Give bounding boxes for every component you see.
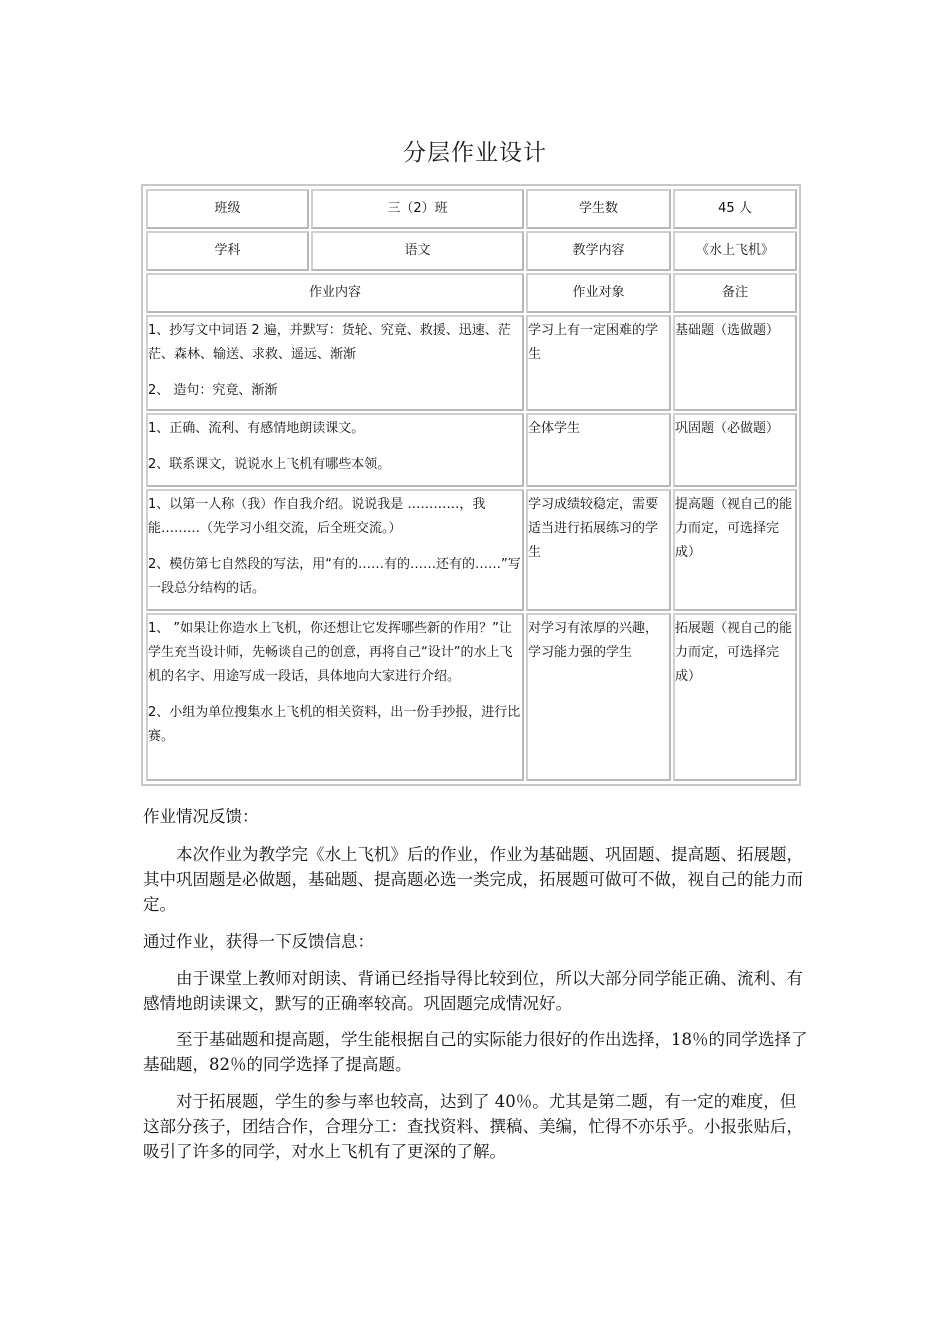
work-content-cell (146, 413, 524, 487)
work-content-cell (146, 489, 524, 611)
students-label: 学生数 (526, 189, 671, 229)
table-row (146, 489, 797, 611)
work-target-cell: 学习上有一定困难的学生 (526, 315, 671, 411)
students-value: 45 人 (673, 189, 797, 229)
feedback-heading-2-text: 通过作业，获得一下反馈信息： (143, 932, 374, 951)
homework-table-grid (144, 187, 799, 783)
table-row (146, 273, 797, 313)
work-target-header: 作业对象 (526, 273, 671, 313)
work-target-cell: 学习成绩较稳定，需要适当进行拓展练习的学生 (526, 489, 671, 611)
list-item: 1、 ”如果让你造水上飞机，你还想让它发挥哪些新的作用？”让学生充当设计师，先畅谈自己的创意，再将自己“设计”的水上飞机的名字、用途写成一段话，具体地向大家进行介绍。 (148, 621, 513, 684)
feedback-heading-text: 作业情况反馈： (143, 807, 259, 826)
paragraph-text: 本次作业为教学完《水上飞机》后的作业，作业为基础题、巩固题、提高题、拓展题，其中巩固题是必做题，基础题、提高题必选一类完成，拓展题可做可不做，视自己的能力而定。 (143, 845, 803, 914)
work-target-cell: 全体学生 (526, 413, 671, 487)
note-header: 备注 (673, 273, 797, 313)
content-value: 《水上飞机》 (673, 231, 797, 271)
table-row (146, 613, 797, 781)
note-cell: 提高题（视自己的能力而定，可选择完成） (673, 489, 797, 611)
subject-value: 语文 (311, 231, 524, 271)
work-target-cell: 对学习有浓厚的兴趣，学习能力强的学生 (526, 613, 671, 781)
table-row (146, 315, 797, 411)
feedback-paragraph-3 (143, 1027, 808, 1077)
table-row (146, 189, 797, 229)
note-cell: 基础题（选做题） (673, 315, 797, 411)
content-label: 教学内容 (526, 231, 671, 271)
note-cell: 巩固题（必做题） (673, 413, 797, 487)
subject-label: 学科 (146, 231, 309, 271)
feedback-paragraph-4 (143, 1089, 808, 1164)
page-title: 分层作业设计 (403, 140, 547, 166)
work-content-cell (146, 613, 524, 781)
feedback-paragraph-1 (143, 842, 808, 917)
list-item: 2、联系课文，说说水上飞机有哪些本领。 (148, 457, 391, 472)
paragraph-text: 由于课堂上教师对朗读、背诵已经指导得比较到位，所以大部分同学能正确、流利、有感情地朗读课文，默写的正确率较高。巩固题完成情况好。 (143, 969, 803, 1013)
note-cell: 拓展题（视自己的能力而定，可选择完成） (673, 613, 797, 781)
feedback-heading-2 (143, 929, 808, 954)
paragraph-text: 对于拓展题，学生的参与率也较高，达到了 40％。尤其是第二题，有一定的难度，但这部分孩子，团结合作，合理分工：查找资料、撰稿、美编，忙得不亦乐乎。小报张贴后，吸引了许多的同学，对水上飞机有了更深的了解。 (143, 1092, 803, 1161)
list-item: 2、 造句：究竟、渐渐 (148, 383, 278, 398)
list-item: 2、小组为单位搜集水上飞机的相关资料，出一份手抄报，进行比赛。 (148, 705, 521, 744)
list-item: 1、以第一人称（我）作自我介绍。说说我是 …………，我能………（先学习小组交流，后全班交流。） (148, 497, 486, 536)
class-value: 三（2）班 (311, 189, 524, 229)
table-row (146, 231, 797, 271)
list-item: 2、模仿第七自然段的写法，用“有的……有的……还有的……”写一段总分结构的话。 (148, 557, 521, 596)
feedback-paragraph-2 (143, 966, 808, 1016)
list-item: 1、正确、流利、有感情地朗读课文。 (148, 421, 365, 436)
list-item: 1、抄写文中词语 2 遍，并默写：货轮、究竟、救援、迅速、茫茫、森林、输送、求救、遥远、渐渐 (148, 323, 511, 362)
work-content-cell (146, 315, 524, 411)
homework-table (141, 184, 801, 786)
table-row (146, 413, 797, 487)
feedback-heading (143, 804, 808, 829)
class-label: 班级 (146, 189, 309, 229)
paragraph-text: 至于基础题和提高题，学生能根据自己的实际能力很好的作出选择，18％的同学选择了基础题，82％的同学选择了提高题。 (143, 1030, 808, 1074)
work-content-header: 作业内容 (146, 273, 524, 313)
